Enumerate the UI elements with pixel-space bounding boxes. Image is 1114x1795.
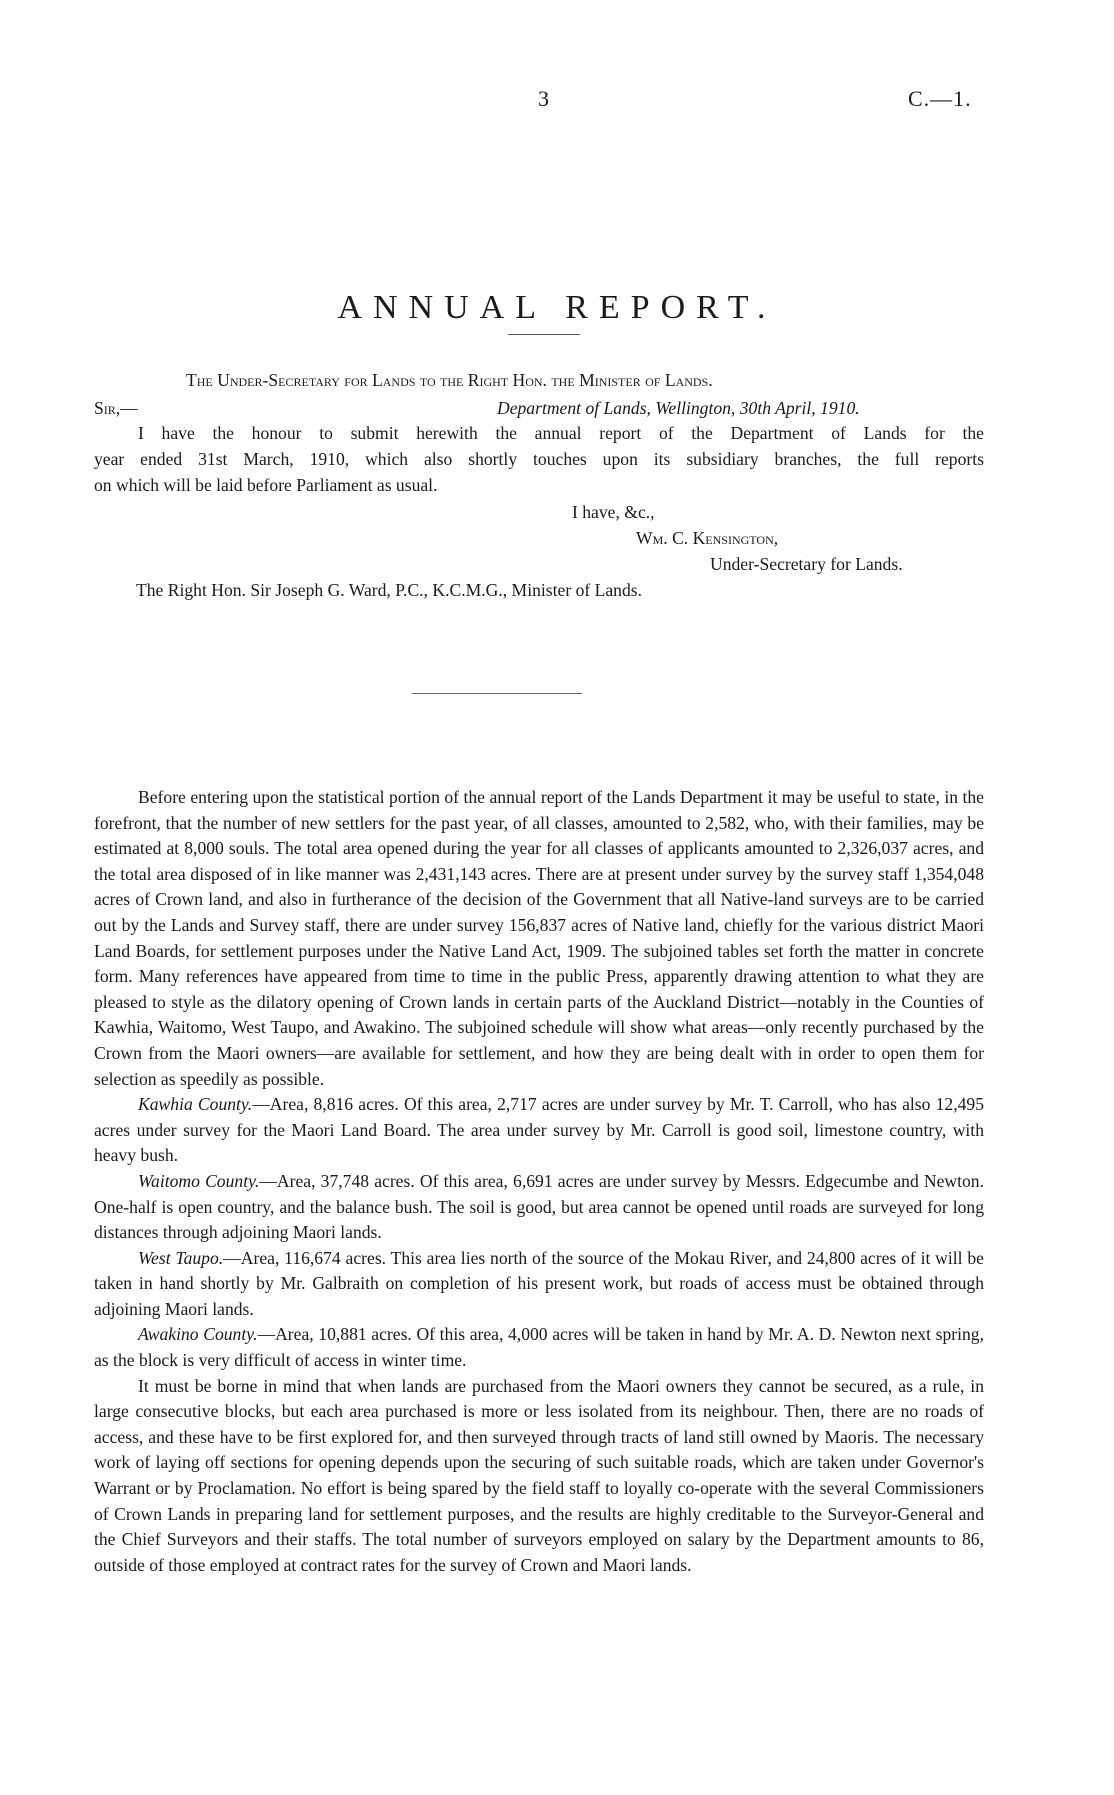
county-name: Awakino County. (138, 1324, 258, 1345)
letter-line: year ended 31st March, 1910, which also shortly touches upon its subsidiary branches, the full reports (94, 449, 984, 469)
county-name: Kawhia County. (138, 1094, 253, 1115)
letter-addressee: The Right Hon. Sir Joseph G. Ward, P.C., K.C.M.G., Minister of Lands. (136, 580, 643, 600)
page-number: 3 (538, 86, 549, 111)
intro-paragraph: Before entering upon the statistical portion of the annual report of the Lands Department it may be useful to state, in the forefront, that the number of new settlers for the past year, of all classes, amounted to 2,582, who, with their families, may be estimated at 8,000 souls. The total area opened during the year for all classes of applicants amounted to 2,326,037 acres, and the total area disposed of in like manner was 2,431,143 acres. There are at present under survey by the survey staff 1,354,048 acres of Crown land, and also in furtherance of the decision of the Government that all Native-land surveys are to be carried out by the Lands and Survey staff, there are under survey 156,837 acres of Native land, chiefly for the various district Maori Land Boards, for settlement purposes under the Native Land Act, 1909. The subjoined tables set forth the matter in concrete form. Many references have appeared from time to time in the public Press, apparently drawing attention to what they are pleased to style as the dilatory opening of Crown lands in certain parts of the Auckland District—notably in the Counties of Kawhia, Waitomo, West Taupo, and Awakino. The subjoined schedule will show what areas—only recently purchased by the Crown from the Maori owners—are available for settlement, and how they are being dealt with in order to open them for selection as speedily as possible. (94, 787, 984, 1089)
closing-paragraph: It must be borne in mind that when lands are purchased from the Maori owners they cannot be secured, as a rule, in large consecutive blocks, but each area purchased is more or less isolated from its neighbour. Then, there are no roads of access, and these have to be first explored for, and then surveyed through tracts of land still owned by Maoris. The necessary work of laying off sections for opening depends upon the securing of such suitable roads, which are taken under Governor's Warrant or by Proclamation. No effort is being spared by the field staff to loyally co-operate with the several Commissioners of Crown Lands in preparing land for settlement purposes, and the results are highly creditable to the Surveyor-General and the Chief Surveyors and their staffs. The total number of surveyors employed on salary by the Department amounts to 86, outside of those employed at contract rates for the survey of Crown and Maori lands. (94, 1375, 984, 1575)
county-text: —Area, 116,674 acres. This area lies north of the source of the Mokau River, and 24,800 acres of it will be taken in hand shortly by Mr. Galbraith on completion of his present work, but roads of access must be obtained through adjoining Maori lands. (94, 1247, 984, 1319)
report-title: ANNUAL REPORT. (337, 288, 777, 326)
letter-from: The Under-Secretary for Lands to the Right Hon. the Minister of Lands. (186, 370, 713, 390)
letter-place-date: Department of Lands, Wellington, 30th April, 1910. (497, 398, 860, 418)
paper-reference: C.—1. (908, 86, 972, 111)
county-name: West Taupo. (138, 1247, 224, 1268)
county-text: —Area, 10,881 acres. Of this area, 4,000 acres will be taken in hand by Mr. A. D. Newton next spring, as the block is very difficult of access in winter time. (94, 1324, 984, 1371)
letter-salutation: Sir,— (94, 398, 138, 418)
county-name: Waitomo County. (138, 1170, 260, 1191)
report-body (94, 785, 984, 1578)
county-paragraph (94, 1246, 984, 1323)
section-rule (412, 693, 582, 694)
letter-signature: Wm. C. Kensington, (636, 528, 779, 548)
county-paragraph (94, 1169, 984, 1246)
county-paragraph (94, 1092, 984, 1169)
letter-closing: I have, &c., (572, 502, 655, 522)
county-text: —Area, 8,816 acres. Of this area, 2,717 acres are under survey by Mr. T. Carroll, who has also 12,495 acres under survey for the Maori Land Board. The area under survey by Mr. Carroll is good soil, limestone country, with heavy bush. (94, 1094, 984, 1166)
letter-signatory-position: Under-Secretary for Lands. (710, 554, 903, 574)
county-text: —Area, 37,748 acres. Of this area, 6,691 acres are under survey by Messrs. Edgecumbe and Newton. One-half is open country, and the balance bush. The soil is good, but area cannot be opened until roads are surveyed for long distances through adjoining Maori lands. (94, 1170, 984, 1243)
title-rule (508, 334, 580, 335)
letter-line: on which will be laid before Parliament as usual. (94, 475, 438, 495)
county-paragraph (94, 1322, 984, 1373)
letter-line: I have the honour to submit herewith the annual report of the Department of Lands for the (138, 423, 984, 443)
